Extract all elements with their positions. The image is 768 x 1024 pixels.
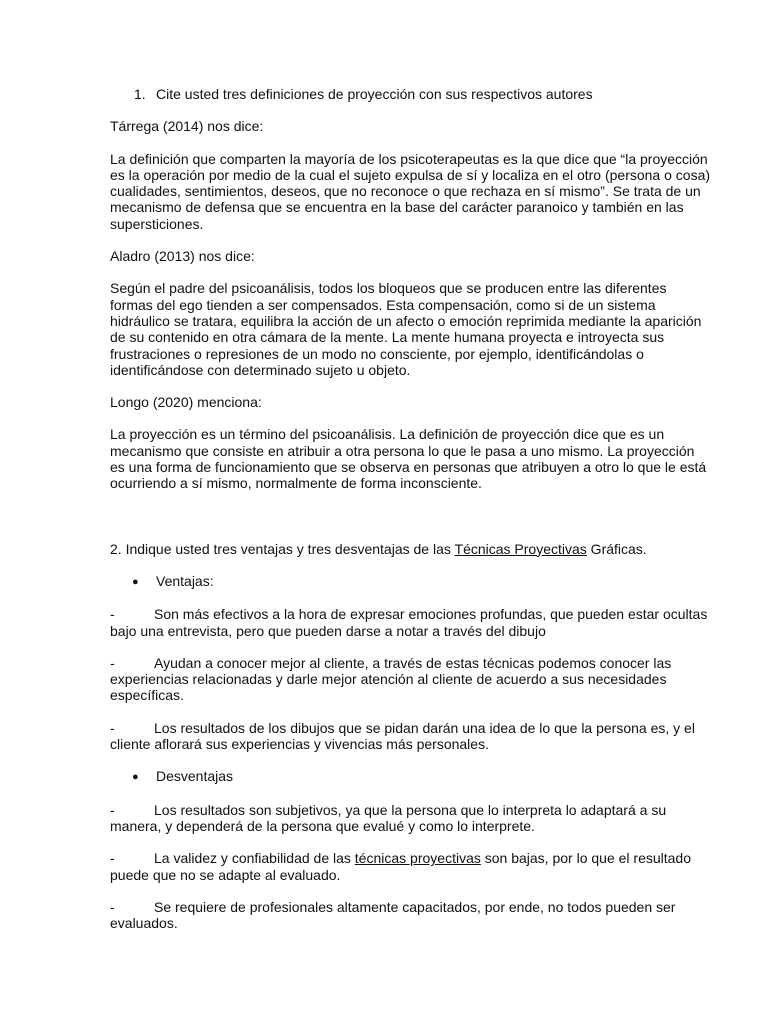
ventaja-item-1-text: Son más efectivos a la hora de expresar emociones profundas, que pueden estar ocultas bajo una entrevista, pero que pueden darse a notar a través del dibujo (110, 606, 708, 639)
desventajas-title: Desventajas (156, 768, 234, 785)
dash-marker: - (110, 898, 115, 915)
ventaja-item-2 (110, 655, 710, 704)
definition-1-author: Tárrega (2014) nos dice: (110, 118, 264, 135)
bullet-icon: ● (132, 575, 139, 588)
desventaja-item-3-text: Se requiere de profesionales altamente capacitados, por ende, no todos pueden ser evaluados. (110, 898, 676, 932)
ventaja-item-2-text: Ayudan a conocer mejor al cliente, a través de estas técnicas podemos conocer las experiencias relacionadas y darle mejor atención al cliente de acuerdo a sus necesidades específicas. (110, 654, 672, 704)
desventajas-heading (110, 768, 710, 785)
desventaja-item-2-suffix: son bajas, por lo que el resultado puede que no se adapte al evaluado. (110, 850, 691, 883)
ventajas-title: Ventajas: (156, 572, 214, 589)
ventaja-item-1 (110, 606, 710, 639)
question-2 (110, 541, 710, 557)
tecnicas-proyectivas-inline-link[interactable]: técnicas proyectivas (354, 850, 481, 867)
desventaja-item-1-text: Los resultados son subjetivos, ya que la persona que lo interpreta lo adaptará a su manera, y dependerá de la persona que evalué y como lo interprete. (110, 801, 667, 834)
dash-marker: - (110, 654, 115, 671)
definition-1-text: La definición que comparten la mayoría de los psicoterapeutas es la que dice que “la proyección es la operación por medio de la cual el sujeto expulsa de sí y localiza en el otro (persona o cosa) cualidades, sentimientos, deseos, que no reconoce o que rechaza en sí mismo”. Se trata de un mecanismo de defensa que se encuentra en la base del carácter paranoico y también en las supersticiones. (110, 150, 711, 232)
dash-marker: - (110, 719, 115, 736)
bullet-icon: ● (132, 771, 139, 784)
desventaja-item-2 (110, 850, 710, 883)
ventaja-item-3 (110, 720, 710, 753)
definition-3-author: Longo (2020) menciona: (110, 394, 262, 411)
desventaja-item-2-prefix: La validez y confiabilidad de las (154, 850, 355, 867)
ventajas-heading (110, 573, 710, 590)
question-1-number: 1. (134, 86, 146, 102)
dash-marker: - (110, 606, 115, 623)
definition-3-text: La proyección es un término del psicoanálisis. La definición de proyección dice que es un mecanismo que consiste en atribuir a otra persona lo que le pasa a uno mismo. La proyección es una forma de funcionamiento que se observa en personas que atribuyen a otro lo que le está ocurriendo a sí mismo, normalmente de forma inconsciente. (110, 426, 707, 492)
dash-marker: - (110, 850, 115, 867)
question-2-prefix: 2. Indique usted tres ventajas y tres desventajas de las (110, 540, 455, 557)
dash-marker: - (110, 801, 115, 818)
question-2-suffix: Gráficas. (586, 540, 647, 557)
tecnicas-proyectivas-link[interactable]: Técnicas Proyectivas (454, 540, 587, 557)
desventaja-item-3 (110, 899, 710, 932)
ventaja-item-3-text: Los resultados de los dibujos que se pidan darán una idea de lo que la persona es, y el cliente aflorará sus experiencias y vivencias más personales. (110, 719, 695, 753)
question-1 (110, 86, 710, 102)
definition-2-author: Aladro (2013) nos dice: (110, 248, 255, 265)
desventaja-item-1 (110, 802, 710, 835)
question-1-text: Cite usted tres definiciones de proyección con sus respectivos autores (156, 86, 593, 102)
definition-2-text: Según el padre del psicoanálisis, todos los bloqueos que se producen entre las diferentes formas del ego tienden a ser compensados. Esta compensación, como si de un sistema hidráulico se tratara, equilibra la acción de un afecto o emoción reprimida mediante la aparición de su contenido en otra cámara de la mente. La mente humana proyecta e introyecta sus frustraciones o represiones de un modo no consciente, por ejemplo, identificándolas o identificándose con determinado sujeto u objeto. (110, 280, 702, 378)
